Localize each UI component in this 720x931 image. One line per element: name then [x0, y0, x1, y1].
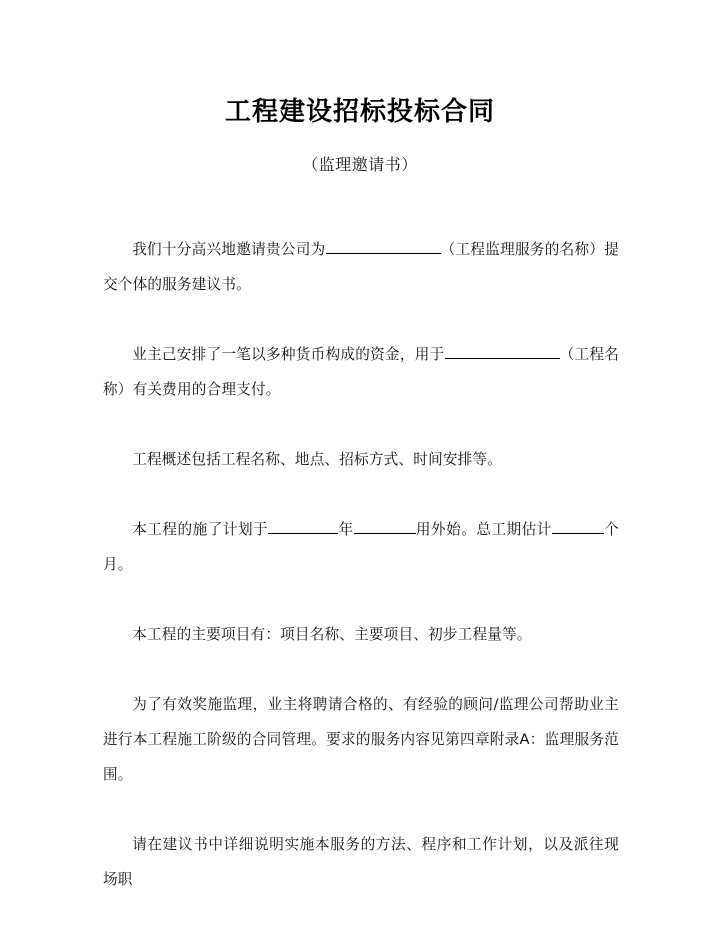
paragraph-main-items: [103, 617, 619, 652]
paragraph-text: 业主己安排了一笔以多种货币构成的资金，用于: [132, 346, 445, 363]
fill-in-blank[interactable]: [445, 343, 560, 359]
paragraph-text: 工程概述包括工程名称、地点、招标方式、时间安排等。: [132, 451, 503, 468]
paragraph-text: 本工程的主要项目有：项目名称、主要项目、初步工程量等。: [132, 626, 532, 643]
paragraph-construction-schedule: [103, 512, 619, 582]
page-subtitle: （监理邀请书）: [302, 155, 418, 174]
paragraph-text: 为了有效奖施监理，业主将聘请合格的、有经验的顾问/监理公司帮助业主进行本工程施工阶级的合同管理。要求的服务内容见第四章附录A：监理服务范围。: [103, 696, 619, 783]
page-title: 工程建设招标投标合同: [224, 97, 495, 128]
paragraph-supervision-engagement: [103, 687, 619, 792]
paragraph-text: 用外始。总工期估计: [415, 521, 552, 538]
fill-in-blank[interactable]: [552, 518, 604, 534]
paragraph-owner-funding: [103, 337, 619, 407]
paragraph-text: 个月。: [103, 521, 619, 573]
paragraph-text: （工程名称）有关费用的合理支付。: [103, 346, 619, 398]
document-body: [103, 232, 619, 897]
paragraph-proposal-requirements: [103, 827, 619, 897]
fill-in-blank[interactable]: [326, 238, 441, 254]
paragraph-invitation-proposal: [103, 232, 619, 302]
paragraph-text: 请在建议书中详细说明实施本服务的方法、程序和工作计划，以及派往现场职: [103, 836, 619, 888]
fill-in-blank[interactable]: [268, 518, 338, 534]
paragraph-text: 我们十分高兴地邀请贵公司为: [132, 241, 326, 258]
paragraph-text: 本工程的施了计划于: [132, 521, 269, 538]
paragraph-project-overview: [103, 442, 619, 477]
paragraph-text: 年: [338, 521, 354, 538]
paragraph-text: （工程监理服务的名称）提交个体的服务建议书。: [103, 241, 619, 293]
fill-in-blank[interactable]: [354, 518, 416, 534]
